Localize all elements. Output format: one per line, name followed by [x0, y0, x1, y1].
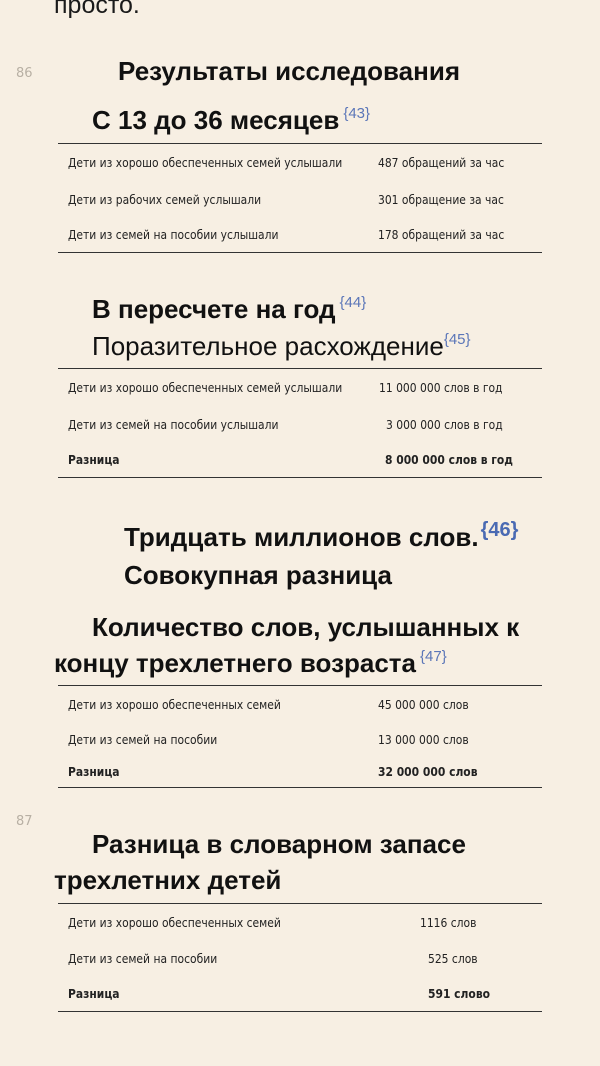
row-value: 487 обращений за час — [378, 155, 505, 170]
section-heading-text: Тридцать миллионов слов. — [124, 522, 479, 552]
row-label: Дети из хорошо обеспеченных семей — [68, 915, 281, 930]
data-table — [58, 143, 542, 253]
table-row-total — [58, 443, 542, 477]
footnote-link[interactable]: {46} — [480, 519, 519, 541]
row-label: Разница — [68, 986, 120, 1001]
table-heading: Количество слов, услышанных к — [92, 612, 520, 642]
table-heading-text: концу трехлетнего возраста — [54, 648, 416, 678]
row-value: 591 слово — [428, 986, 491, 1001]
paragraph-fragment: просто. — [54, 0, 140, 19]
row-label: Дети из рабочих семей услышали — [68, 192, 262, 207]
table-row — [58, 721, 542, 755]
row-label: Разница — [68, 452, 120, 467]
table-row — [58, 218, 542, 252]
data-table — [58, 685, 542, 788]
table-heading — [54, 646, 447, 685]
section-heading — [124, 520, 518, 557]
table-row — [58, 904, 542, 940]
table-subheading-text: Поразительное расхождение — [92, 331, 444, 361]
row-label: Дети из хорошо обеспеченных семей услышали — [68, 380, 343, 395]
page-number: 86 — [16, 66, 33, 81]
section-heading: Результаты исследования — [118, 56, 460, 86]
row-value: 525 слов — [428, 951, 478, 966]
table-row-total — [58, 977, 542, 1011]
table-heading-text: С 13 до 36 месяцев — [92, 105, 340, 135]
row-label: Разница — [68, 764, 120, 779]
table-heading — [92, 292, 366, 331]
data-table — [58, 368, 542, 478]
row-value: 3 000 000 слов в год — [386, 417, 503, 432]
table-heading: Разница в словарном запасе — [92, 829, 466, 859]
row-value: 45 000 000 слов — [378, 697, 469, 712]
table-heading-text: В пересчете на год — [92, 294, 336, 324]
row-label: Дети из семей на пособии — [68, 951, 218, 966]
row-value: 301 обращение за час — [378, 192, 504, 207]
row-label: Дети из семей на пособии услышали — [68, 417, 279, 432]
row-value: 178 обращений за час — [378, 227, 505, 242]
table-row — [58, 369, 542, 406]
table-subheading — [92, 329, 471, 368]
data-table — [58, 903, 542, 1012]
table-row — [58, 686, 542, 721]
section-subheading: Совокупная разница — [124, 560, 392, 590]
row-value: 11 000 000 слов в год — [379, 380, 503, 395]
row-label: Дети из хорошо обеспеченных семей — [68, 697, 281, 712]
table-row — [58, 181, 542, 218]
table-row — [58, 144, 542, 181]
footnote-link[interactable]: {44} — [339, 294, 367, 311]
row-value: 32 000 000 слов — [378, 764, 478, 779]
footnote-link[interactable]: {47} — [420, 648, 447, 665]
row-value: 13 000 000 слов — [378, 732, 469, 747]
row-value: 1116 слов — [420, 915, 477, 930]
table-row-total — [58, 755, 542, 787]
footnote-link[interactable]: {45} — [443, 331, 471, 348]
row-label: Дети из хорошо обеспеченных семей услышали — [68, 155, 343, 170]
row-value: 8 000 000 слов в год — [385, 452, 513, 467]
table-heading — [92, 103, 370, 142]
row-label: Дети из семей на пособии — [68, 732, 218, 747]
footnote-link[interactable]: {43} — [343, 105, 371, 122]
page-number: 87 — [16, 814, 33, 829]
table-heading: трехлетних детей — [54, 865, 282, 895]
table-row — [58, 406, 542, 443]
table-row — [58, 940, 542, 977]
row-label: Дети из семей на пособии услышали — [68, 227, 279, 242]
